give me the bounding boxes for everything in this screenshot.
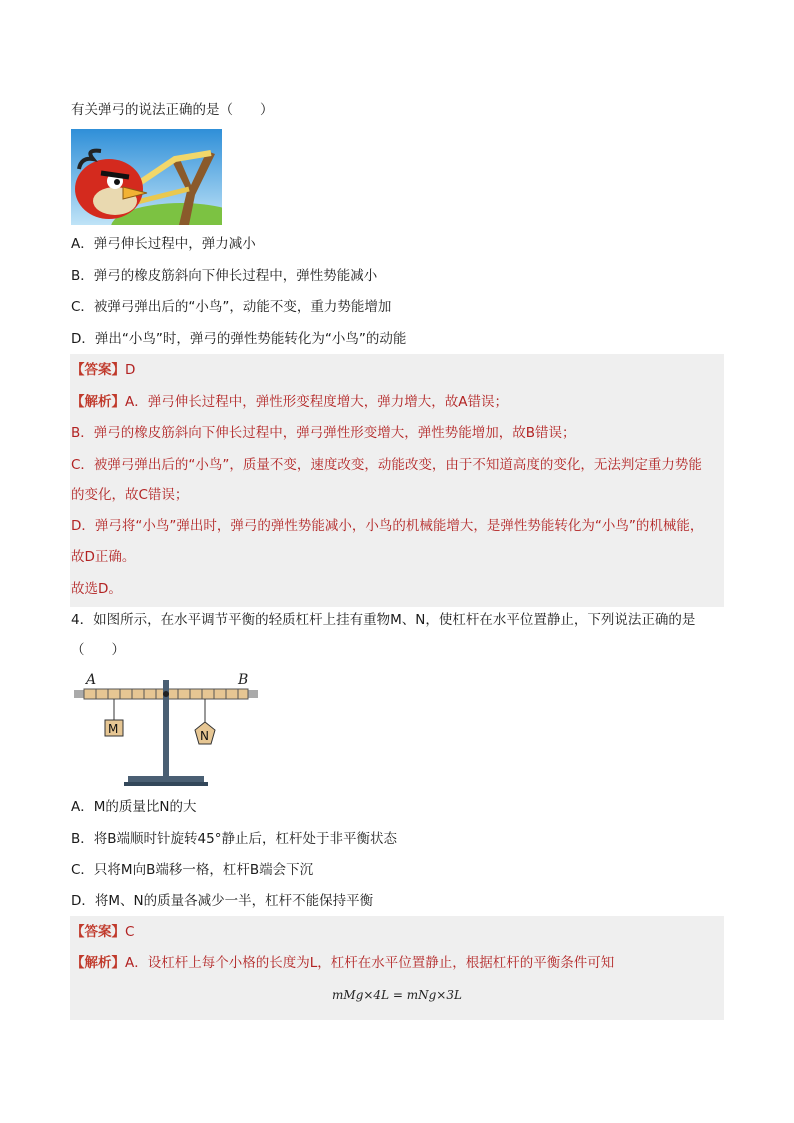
q4-option-c: C．只将M向B端移一格，杠杆B端会下沉: [71, 862, 314, 878]
q4-answer: [71, 922, 134, 942]
q3-analysis-line-6: 故D正确。: [71, 549, 136, 565]
q4-analysis-line-1: [71, 953, 614, 973]
analysis-text: A．弹弓伸长过程中，弹性形变程度增大，弹力增大，故A错误；: [125, 394, 508, 410]
q3-option-c: C．被弹弓弹出后的“小鸟”，动能不变，重力势能增加: [71, 299, 392, 315]
question-4-stem-line-2: （ ）: [71, 642, 125, 658]
question-3-stem: 有关弹弓的说法正确的是（ ）: [71, 102, 274, 118]
q3-option-a: A．弹弓伸长过程中，弹力减小: [71, 236, 256, 252]
question-4-stem-line-1: 4．如图所示，在水平调节平衡的轻质杠杆上挂有重物M、N，使杠杆在水平位置静止，下列说法正确的是: [71, 612, 696, 628]
q4-option-d: D．将M、N的质量各减少一半，杠杆不能保持平衡: [71, 893, 374, 909]
q3-option-d: D．弹出“小鸟”时，弹弓的弹性势能转化为“小鸟”的动能: [71, 331, 407, 347]
q3-analysis-line-1: [71, 392, 508, 412]
q3-option-b: B．弹弓的橡皮筋斜向下伸长过程中，弹性势能减小: [71, 268, 378, 284]
q3-analysis-line-5: D．弹弓将“小鸟”弹出时，弹弓的弹性势能减小，小鸟的机械能增大，是弹性势能转化为“小鸟”的机械能，: [71, 518, 704, 534]
answer-tag: 【答案】: [71, 924, 125, 940]
q3-analysis-line-3: C．被弹弓弹出后的“小鸟”，质量不变，速度改变，动能改变，由于不知道高度的变化，无法判定重力势能: [71, 457, 702, 473]
q4-option-a: A．M的质量比N的大: [71, 799, 197, 815]
q3-answer: [71, 360, 135, 380]
analysis-tag: 【解析】: [71, 955, 125, 971]
analysis-text: A．设杠杆上每个小格的长度为L，杠杆在水平位置静止，根据杠杆的平衡条件可知: [125, 955, 615, 971]
answer-tag: 【答案】: [71, 362, 125, 378]
slingshot-bird-image: [71, 129, 222, 225]
weight-m-label: M: [108, 722, 119, 736]
answer-value: C: [125, 924, 135, 940]
lever-label-b: B: [238, 672, 249, 688]
q4-formula: mMg×4L = mNg×3L: [332, 988, 462, 1002]
q3-analysis-line-4: 的变化，故C错误；: [71, 487, 189, 503]
lever-label-a: A: [86, 672, 97, 688]
analysis-tag: 【解析】: [71, 394, 125, 410]
answer-value: D: [125, 362, 136, 378]
weight-n-label: N: [200, 729, 209, 743]
q4-option-b: B．将B端顺时针旋转45°静止后，杠杆处于非平衡状态: [71, 831, 397, 847]
lever-figure: [72, 668, 262, 790]
q3-analysis-line-2: B．弹弓的橡皮筋斜向下伸长过程中，弹弓弹性形变增大，弹性势能增加，故B错误；: [71, 425, 576, 441]
q3-analysis-line-7: 故选D。: [71, 581, 122, 597]
